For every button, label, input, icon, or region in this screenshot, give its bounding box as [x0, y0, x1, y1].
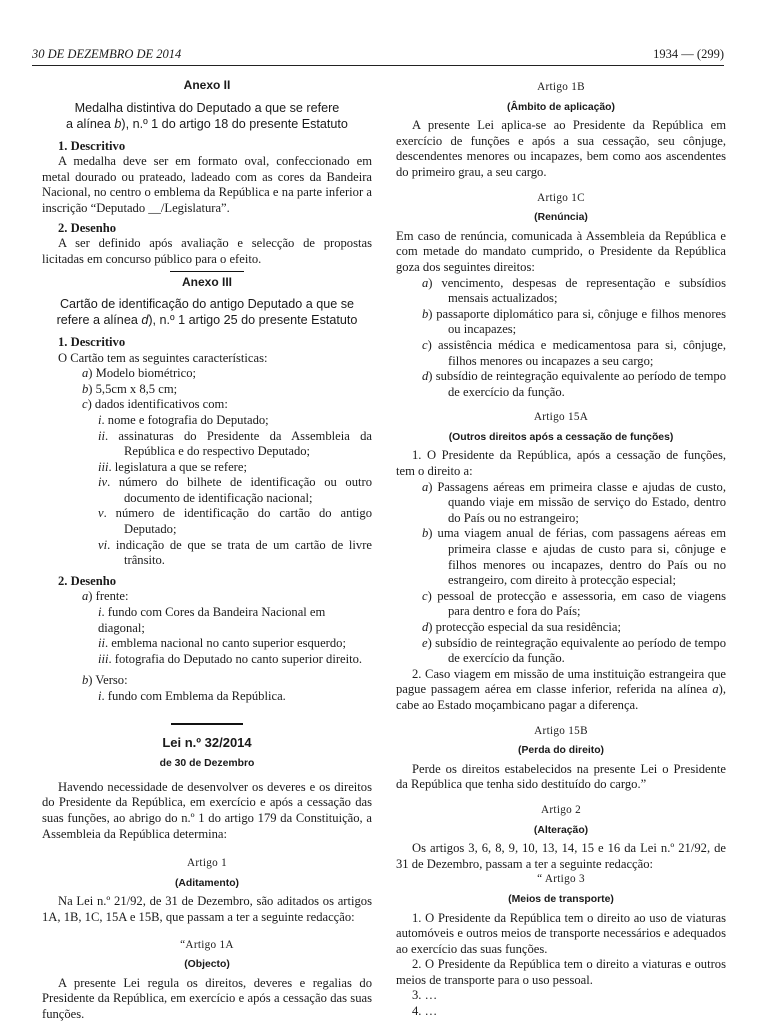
list-item: a) vencimento, despesas de representação e subsídios mensais actualizados; — [422, 275, 726, 306]
article-3-p4: 4. … — [412, 1004, 438, 1019]
list-item: e) subsídio de reintegração equivalente ao período de tempo de exercício da função. — [422, 635, 726, 666]
article-3-subtitle: (Meios de transporte) — [508, 893, 614, 905]
annex3-section-descritivo: 1. Descritivo — [58, 334, 126, 349]
annex3-intro: O Cartão tem as seguintes características: — [58, 350, 268, 365]
list-item: d) subsídio de reintegração equivalente ao período de tempo de exercício da função. — [422, 369, 726, 399]
law-title: Lei n.º 32/2014 — [162, 734, 252, 750]
annex3-section-desenho: 2. Desenho — [58, 573, 117, 588]
annex2-title: Anexo II — [183, 78, 231, 92]
article-15a-p1: 1. O Presidente da República, após a cessação de funções, tem o direito a: — [396, 448, 726, 479]
list-item: b) uma viagem anual de férias, com passagens aéreas em primeira classe e ajudas de custo para si, cônjuge e filhos menores ou incapazes, dentro do País ou no estrangeiro, com direito à protecção especial; — [422, 526, 726, 588]
article-2-subtitle: (Alteração) — [533, 824, 589, 836]
article-2-text: Os artigos 3, 6, 8, 9, 10, 13, 14, 15 e 16 da Lei n.º 21/92, de 31 de Dezembro, passam a ter a seguinte redacção: — [396, 841, 726, 871]
article-3-p3: 3. … — [412, 988, 438, 1003]
list-item: c) assistência médica e medicamentosa para si, cônjuge, filhos menores ou incapazes a seu cargo; — [422, 337, 726, 368]
article-1a-title: “Artigo 1A — [180, 938, 234, 951]
law-date: de 30 de Dezembro — [159, 758, 255, 770]
list-item: i. fundo com Emblema da República. — [98, 689, 286, 703]
right-column — [396, 78, 726, 1020]
article-15b-subtitle: (Perda do direito) — [517, 745, 605, 757]
left-column — [42, 78, 372, 1023]
article-1c-subtitle: (Renúncia) — [534, 212, 588, 224]
list-item: iii. legislatura a que se refere; — [98, 459, 247, 474]
header-date: 30 DE DEZEMBRO DE 2014 — [32, 47, 182, 61]
article-15b-text: Perde os direitos estabelecidos na presente Lei o Presidente da República que tenha sido destituído do cargo.” — [396, 761, 726, 792]
list-item: i. fundo com Cores da Bandeira Nacional em diagonal; — [98, 605, 326, 635]
list-item: vi. indicação de que se trata de um cartão de livre trânsito. — [98, 537, 372, 568]
list-item: ii. assinaturas do Presidente da Assembleia da República e do respectivo Deputado; — [98, 428, 372, 459]
article-15a-subtitle: (Outros direitos após a cessação de funções) — [448, 431, 674, 443]
list-item: b) passaporte diplomático para si, cônjuge e filhos menores ou incapazes; — [422, 306, 726, 337]
header-rule — [32, 65, 724, 66]
article-3-p1: 1. O Presidente da República tem o direito ao uso de viaturas automóveis e outros meios de transporte necessários e adequados ao exercício das suas funções. — [396, 910, 726, 956]
article-1a-text: A presente Lei regula os direitos, deveres e regalias do Presidente da República, em exercício e após a cessação das suas funções. — [42, 975, 372, 1021]
header-page-number: 1934 — (299) — [653, 47, 724, 61]
page-header — [32, 47, 724, 63]
list-item: c) pessoal de protecção e assessoria, em caso de viagens para dentro e fora do País; — [422, 588, 726, 619]
list-item: i. nome e fotografia do Deputado; — [98, 412, 269, 427]
list-item: c) dados identificativos com: — [82, 397, 228, 412]
annex2-section-descritivo: 1. Descritivo — [58, 138, 126, 153]
annex2-section-desenho: 2. Desenho — [58, 220, 117, 235]
article-3-p2: 2. O Presidente da República tem o direito a viaturas e outros meios de transporte para o uso pessoal. — [396, 957, 726, 987]
law-rule — [171, 723, 243, 725]
law-preamble: Havendo necessidade de desenvolver os deveres e os direitos do Presidente da República, em exercício e após a cessação das suas funções, ao abrigo do n.º 1 do artigo 179 da Constituição, a Assembleia da República determina: — [42, 779, 372, 841]
article-15a-p2: 2. Caso viagem em missão de uma instituição estrangeira que pague passagem aérea em classe inferior, referida na alínea a), cabe ao Estado moçambicano pagar a diferença. — [396, 666, 726, 712]
annex3-title: Anexo III — [181, 275, 232, 290]
article-3-title: “ Artigo 3 — [537, 873, 585, 886]
article-1-subtitle: (Aditamento) — [174, 877, 240, 889]
list-item: ii. emblema nacional no canto superior esquerdo; — [98, 636, 346, 651]
article-1c-text: Em caso de renúncia, comunicada à Assembleia da República e com metade do mandato cumprido, o Presidente da República goza dos seguintes direitos: — [396, 228, 726, 274]
article-1a-subtitle: (Objecto) — [184, 959, 230, 971]
article-1c-title: Artigo 1C — [537, 191, 585, 204]
list-item: a) frente: — [82, 589, 129, 604]
annex2-descritivo-text: A medalha deve ser em formato oval, confeccionado em metal dourado ou prateado, ladeado com as cores da Bandeira Nacional, no centro o emblema da República e na parte inferior a inscrição “Deputado __/Legislatura”. — [42, 154, 372, 215]
article-1-text: Na Lei n.º 21/92, de 31 de Dezembro, são aditados os artigos 1A, 1B, 1C, 15A e 15B, que passam a ter a seguinte redacção: — [42, 894, 372, 924]
list-item: b) Verso: — [82, 673, 128, 688]
article-2-title: Artigo 2 — [541, 803, 581, 816]
annex3-rule — [170, 271, 244, 272]
article-1b-text: A presente Lei aplica-se ao Presidente da República em exercício de funções e após a sua cessação, seu cônjuge, descendentes menores ou incapazes, bem como aos ascendentes do primeiro grau, a seu cargo. — [396, 118, 726, 179]
list-item: a) Passagens aéreas em primeira classe e ajudas de custo, quando viaje em missão de serviço do Estado, dentro do País ou no estrangeiro; — [422, 479, 726, 525]
article-1b-subtitle: (Âmbito de aplicação) — [507, 101, 615, 113]
list-item: iii. fotografia do Deputado no canto superior direito. — [98, 651, 363, 666]
annex2-subtitle: Medalha distintiva do Deputado a que se refere a alínea b), n.º 1 do artigo 18 do presente Estatuto — [66, 100, 348, 131]
article-1b-title: Artigo 1B — [537, 81, 585, 93]
article-15b-title: Artigo 15B — [534, 724, 588, 737]
list-item: b) 5,5cm x 8,5 cm; — [82, 381, 178, 396]
article-15a-title: Artigo 15A — [533, 411, 589, 424]
list-item: v. número de identificação do cartão do antigo Deputado; — [98, 506, 372, 537]
list-item: a) Modelo biométrico; — [82, 366, 197, 381]
annex3-subtitle: Cartão de identificação do antigo Deputado a que se refere a alínea d), n.º 1 artigo 25 do presente Estatuto — [56, 296, 358, 327]
list-item: iv. número do bilhete de identificação ou outro documento de identificação nacional; — [98, 475, 372, 505]
list-item: d) protecção especial da sua residência; — [422, 620, 621, 634]
article-1-title: Artigo 1 — [187, 857, 227, 870]
annex2-desenho-text: A ser definido após avaliação e selecção de propostas licitadas em concurso público para o efeito. — [42, 236, 372, 266]
